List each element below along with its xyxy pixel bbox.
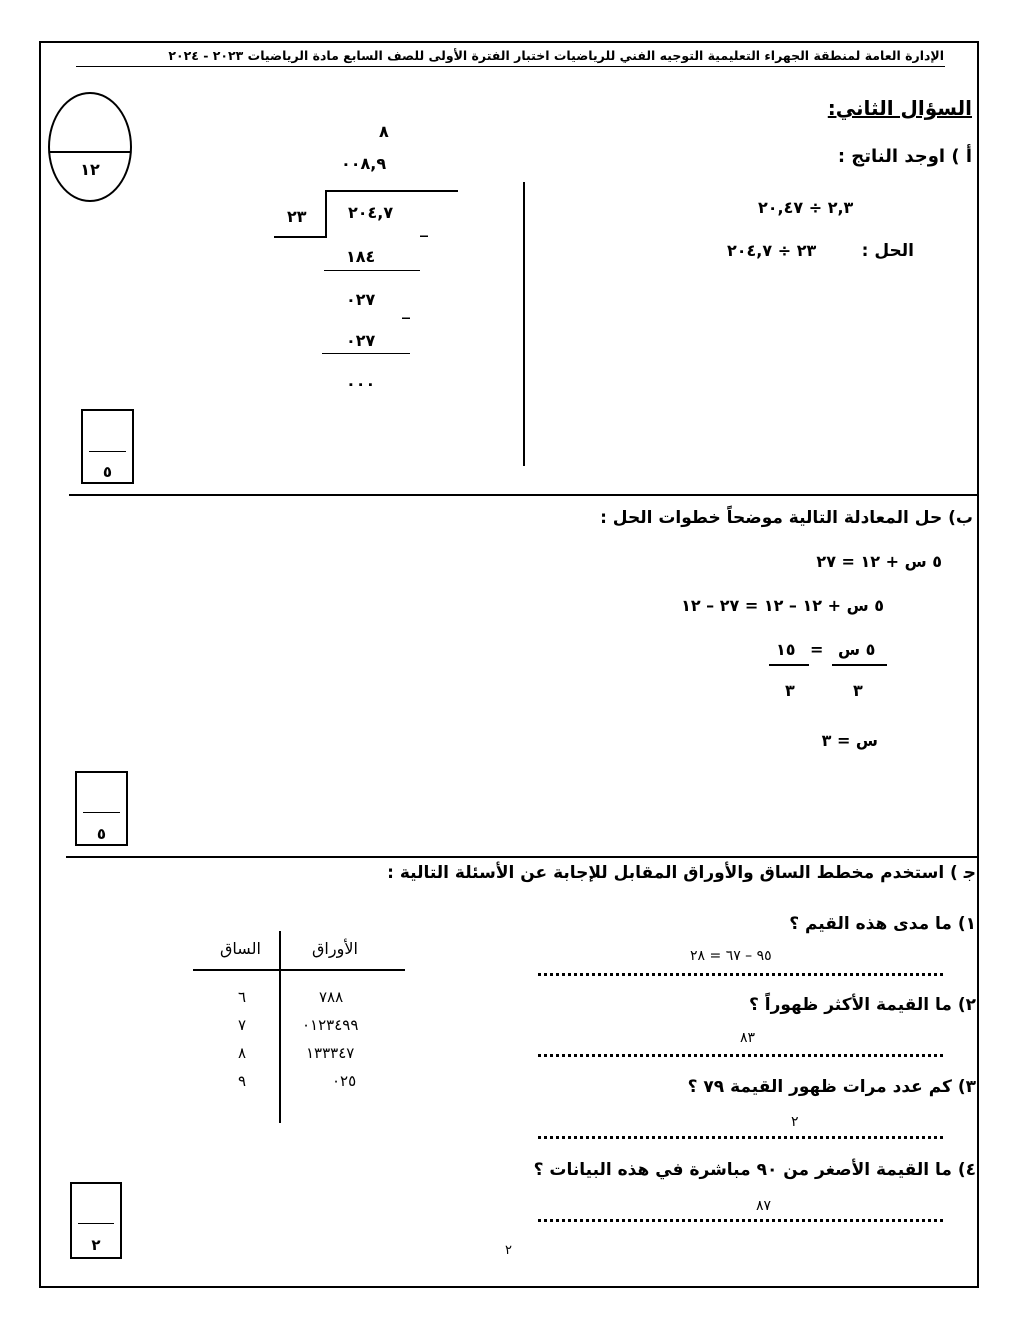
answer-3: ٢ xyxy=(791,1114,799,1130)
part-b-score-box xyxy=(75,771,128,846)
stem-leaf-divider xyxy=(279,931,281,1123)
section-divider-2 xyxy=(66,856,979,858)
division-step-3-line xyxy=(322,353,410,354)
fraction-right-numerator: ١٥ xyxy=(776,640,796,659)
division-quotient: ٠٠٨,٩ xyxy=(341,154,387,173)
stem-row-2: ٧ xyxy=(238,1016,247,1034)
part-a-score: ٥ xyxy=(102,463,113,481)
division-minus-2: _ xyxy=(402,300,411,319)
answer-2: ٨٣ xyxy=(740,1030,756,1046)
fraction-right-denominator: ٣ xyxy=(785,681,795,700)
answer-1: ٩٥ – ٦٧ = ٢٨ xyxy=(690,948,772,964)
fraction-right-bar xyxy=(769,664,809,666)
fraction-equals: = xyxy=(810,640,825,659)
leaves-row-4: ٠٢٥ xyxy=(332,1072,357,1090)
question-1: ١) ما مدى هذه القيم ؟ xyxy=(789,914,976,934)
division-quotient-digit: ٨ xyxy=(379,122,389,141)
division-divisor: ٢٣ xyxy=(287,207,307,226)
part-a-solution-label: الحل : xyxy=(861,241,914,261)
division-dividend: ٢٠٤,٧ xyxy=(348,203,394,222)
division-step-2: ٠٢٧ xyxy=(346,290,376,309)
answer-line-1 xyxy=(538,973,943,976)
part-c-label: ﺟ ) استخدم مخطط الساق والأوراق المقابل للإجابة عن الأسئلة التالية : xyxy=(387,863,976,883)
division-minus-1: _ xyxy=(420,218,429,237)
leaves-row-2: ٠١٢٣٤٩٩ xyxy=(302,1016,359,1034)
stem-header: الساق xyxy=(220,939,261,958)
leaves-header: الأوراق xyxy=(312,939,358,958)
answer-4: ٨٧ xyxy=(756,1198,772,1214)
fraction-left-numerator: ٥ س xyxy=(838,640,876,659)
stem-row-3: ٨ xyxy=(238,1044,247,1062)
division-bracket xyxy=(325,190,327,238)
part-a-solution-expression: ٢٣ ÷ ٢٠٤,٧ xyxy=(727,241,817,260)
part-a-score-box xyxy=(81,409,134,484)
division-step-4: ٠٠٠ xyxy=(346,374,376,393)
question-2: ٢) ما القيمة الأكثر ظهوراً ؟ xyxy=(748,995,976,1015)
stem-leaf-header-line xyxy=(193,969,405,971)
header-underline xyxy=(76,66,945,67)
leaves-row-3: ١٣٣٣٤٧ xyxy=(306,1044,355,1062)
equation-result: س = ٣ xyxy=(821,731,878,750)
part-a-expression: ٢,٣ ÷ ٢٠,٤٧ xyxy=(758,198,854,217)
equation-line-2: ٥ س + ١٢ – ١٢ = ٢٧ – ١٢ xyxy=(681,596,884,615)
fraction-left-bar xyxy=(832,664,887,666)
part-c-score: ٢ xyxy=(91,1236,101,1254)
part-b-score: ٥ xyxy=(96,825,107,843)
stem-row-4: ٩ xyxy=(238,1072,247,1090)
stem-row-1: ٦ xyxy=(238,988,247,1006)
answer-line-4 xyxy=(538,1219,943,1222)
question-title: السؤال الثاني: xyxy=(827,96,972,120)
question-4: ٤) ما القيمة الأصغر من ٩٠ مباشرة في هذه البيانات ؟ xyxy=(533,1160,976,1180)
section-divider-1 xyxy=(69,494,979,496)
question-3: ٣) كم عدد مرات ظهور القيمة ٧٩ ؟ xyxy=(687,1077,976,1097)
division-step-3: ٠٢٧ xyxy=(346,331,376,350)
division-step-1: ١٨٤ xyxy=(346,247,376,266)
exam-header: الإدارة العامة لمنطقة الجهراء التعليمية التوجيه الفني للرياضيات اختبار الفترة الأولى للصف السابع مادة الرياضيات ٢٠٢٣ - ٢٠٢٤ xyxy=(168,48,944,63)
page-number: ٢ xyxy=(505,1243,512,1258)
answer-line-3 xyxy=(538,1136,943,1139)
fraction-left-denominator: ٣ xyxy=(853,681,863,700)
total-score-oval xyxy=(48,92,132,202)
divisor-underline xyxy=(274,236,327,238)
total-score: ١٢ xyxy=(80,160,100,179)
part-b-label: ب) حل المعادلة التالية موضحاً خطوات الحل : xyxy=(600,508,973,528)
part-a-divider xyxy=(523,182,525,466)
division-bar xyxy=(325,190,458,192)
division-step-1-line xyxy=(324,270,420,271)
leaves-row-1: ٧٨٨ xyxy=(319,988,344,1006)
answer-line-2 xyxy=(538,1054,943,1057)
part-c-score-box xyxy=(70,1182,122,1259)
part-a-label: أ ) اوجد الناتج : xyxy=(837,146,972,167)
equation-line-1: ٥ س + ١٢ = ٢٧ xyxy=(816,552,942,571)
